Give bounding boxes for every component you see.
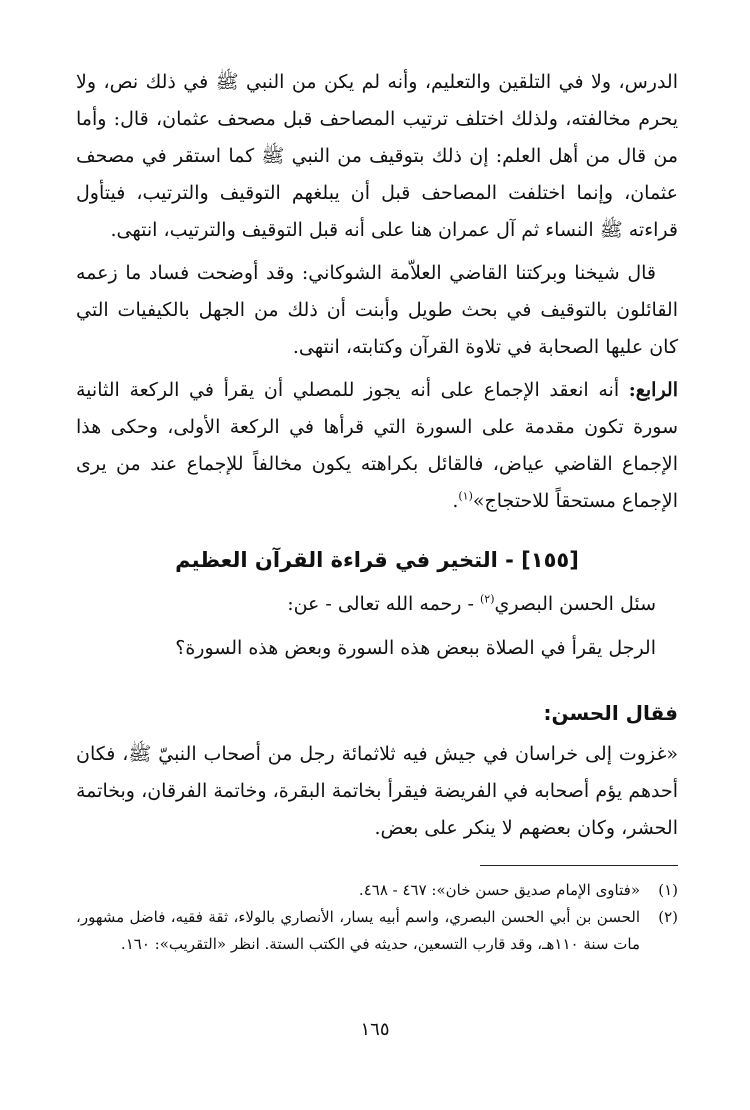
paragraph-label: الرابع: bbox=[628, 379, 678, 401]
paragraph-3-end: . bbox=[452, 490, 459, 512]
footnote-divider bbox=[480, 865, 678, 866]
question-honorific: - رحمه الله تعالى - عن: bbox=[287, 593, 480, 615]
body-paragraph-2: قال شيخنا وبركتنا القاضي العلاّمة الشوكاني: وقد أوضحت فساد ما زعمه القائلون بالتوقيف في بحث طويل وأبنت أن ذلك من الجهل بالكيفيات التي كان عليها الصحابة في تلاوة القرآن وكتابته، انتهى. bbox=[76, 262, 678, 358]
page-number: ١٦٥ bbox=[360, 1019, 390, 1040]
footnote-text: «فتاوى الإمام صديق حسن خان»: ٤٦٧ - ٤٦٨. bbox=[358, 881, 640, 899]
body-paragraph-3 bbox=[76, 372, 678, 520]
paragraph-3-text: أنه انعقد الإجماع على أنه يجوز للمصلي أن يقرأ في الركعة الثانية سورة تكون مقدمة على السورة التي قرأها في الركعة الأولى، وحكى هذا الإجماع القاضي عياض، فالقائل بكراهته يكون مخالفاً للإجماع عند من يرى الإجماع مستحقاً للاحتجاج» bbox=[76, 379, 678, 512]
footnote-2 bbox=[76, 904, 678, 958]
footnote-ref-2: (٢) bbox=[479, 592, 495, 606]
footnotes bbox=[76, 877, 678, 958]
footnote-text: الحسن بن أبي الحسن البصري، واسم أبيه يسار، الأنصاري بالولاء، ثقة فقيه، فاضل مشهور، مات سنة ١١٠هـ، وقد قارب التسعين، حديثه في الكتب الستة. انظر «التقريب»: ١٦٠. bbox=[76, 908, 640, 953]
footnote-1 bbox=[76, 877, 678, 904]
footnote-number: (١) bbox=[658, 881, 678, 899]
answer-paragraph: «غزوت إلى خراسان في جيش فيه ثلاثمائة رجل من أصحاب النبيّ ﷺ، فكان أحدهم يؤم أصحابه في الفريضة فيقرأ بخاتمة البقرة، وخاتمة الفرقان، وبخاتمة الحشر، وكان بعضهم لا ينكر على بعض. bbox=[76, 743, 678, 839]
body-paragraph-1: الدرس، ولا في التلقين والتعليم، وأنه لم يكن من النبي ﷺ في ذلك نص، ولا يحرم مخالفته، ولذلك اختلف ترتيب المصاحف قبل مصحف عثمان، قال: وأما من قال من أهل العلم: إن ذلك بتوقيف من النبي ﷺ كما استقر في مصحف عثمان، وإنما اختلفت المصاحف قبل أن يبلغهم التوقيف والترتيب، فيتأول قراءته ﷺ النساء ثم آل عمران هنا على أنه قبل التوقيف والترتيب، انتهى. bbox=[76, 71, 678, 241]
answer-intro: فقال الحسن: bbox=[543, 701, 678, 725]
question-line-1 bbox=[76, 586, 656, 622]
section-heading: [١٥٥] - التخير في قراءة القرآن العظيم bbox=[175, 548, 579, 572]
question-subject: سئل الحسن البصري bbox=[494, 593, 656, 615]
question-line-2: الرجل يقرأ في الصلاة ببعض هذه السورة وبعض هذه السورة؟ bbox=[175, 637, 656, 659]
footnote-ref-1: (١) bbox=[458, 489, 473, 503]
footnote-number: (٢) bbox=[658, 908, 678, 926]
